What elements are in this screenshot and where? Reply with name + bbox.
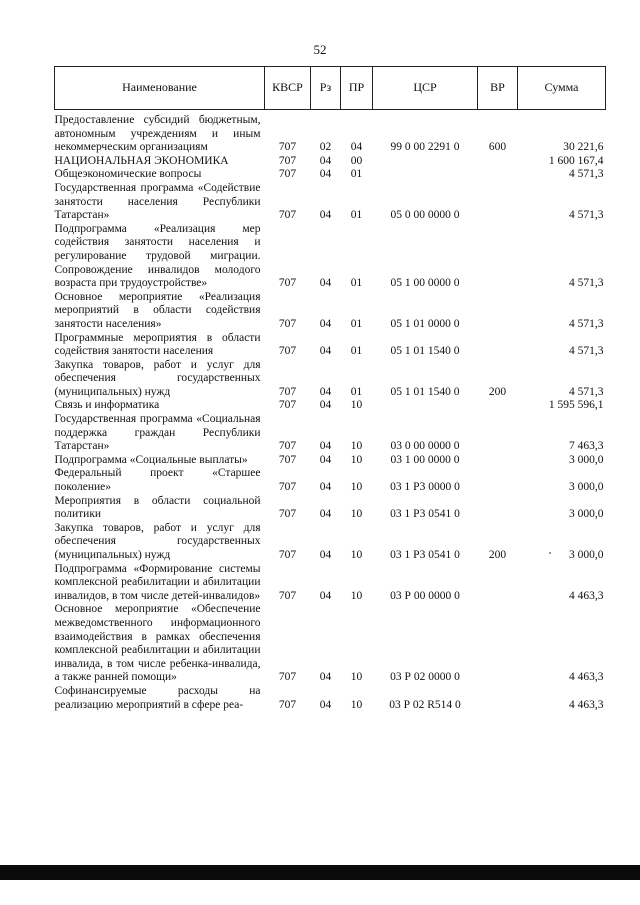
cell-pr: 10 [350, 453, 363, 466]
cell-sum: 3 000,0 [569, 481, 604, 494]
cell-name: Закупка товаров, работ и услуг для обеспечения государственных (муниципальных) нужд [54, 521, 261, 561]
cell-pr: 10 [350, 481, 363, 494]
cell-rz: 04 [319, 209, 332, 222]
table-row [55, 155, 606, 169]
cell-rz: 04 [319, 453, 332, 466]
header-kvsr: КВСР [265, 67, 311, 110]
cell-pr: 10 [350, 698, 363, 711]
cell-kvsr: 707 [278, 317, 297, 330]
cell-csr: 05 1 01 0000 0 [390, 317, 460, 330]
table-row [55, 332, 606, 359]
cell-csr: 05 0 00 0000 0 [390, 209, 460, 222]
cell-csr: 05 1 01 1540 0 [390, 385, 460, 398]
cell-pr: 01 [350, 209, 363, 222]
cell-kvsr: 707 [278, 589, 297, 602]
cell-vr [478, 685, 518, 712]
cell-csr: 03 Р 00 0000 0 [390, 589, 460, 602]
table-row [55, 603, 606, 685]
header-row [55, 67, 606, 110]
cell-sum: 4 571,3 [569, 209, 604, 222]
table-row [55, 495, 606, 522]
cell-pr: 10 [350, 589, 363, 602]
table-row [55, 291, 606, 332]
cell-rz: 04 [319, 440, 332, 453]
cell-kvsr: 707 [278, 209, 297, 222]
cell-pr: 10 [350, 549, 363, 561]
cell-csr: 03 1 P3 0541 0 [390, 549, 460, 561]
cell-rz: 04 [319, 671, 332, 684]
cell-rz: 04 [319, 481, 332, 494]
cell-vr [478, 413, 518, 454]
cell-pr: 10 [350, 671, 363, 684]
cell-kvsr: 707 [278, 481, 297, 494]
cell-rz: 04 [319, 277, 332, 290]
cell-name: Мероприятия в области социальной политики [54, 494, 261, 521]
cell-name: Основное мероприятие «Обеспечение межведомственного информационного взаимодействия в рамках обеспечения комплексной реабилитации и абилитации инвалида, в том числе ребенка-инвалида, а также ранней помощи» [54, 603, 261, 684]
budget-table-container [54, 66, 605, 712]
cell-sum: 4 463,3 [569, 698, 604, 711]
cell-name: Государственная программа «Содействие занятости населения Республики Татарстан» [54, 181, 261, 222]
cell-rz: 04 [319, 589, 332, 602]
cell-vr [478, 168, 518, 182]
cell-kvsr: 707 [278, 399, 297, 412]
scan-edge-bar [0, 865, 640, 880]
cell-csr [373, 399, 478, 413]
cell-kvsr: 707 [278, 154, 297, 167]
cell-csr: 05 1 01 1540 0 [390, 345, 460, 358]
cell-sum: 1 600 167,4 [548, 154, 604, 167]
cell-csr: 99 0 00 2291 0 [390, 141, 460, 154]
header-csr: ЦСР [373, 67, 478, 110]
page-number: 52 [313, 42, 327, 57]
cell-kvsr: 707 [278, 453, 297, 466]
cell-name: НАЦИОНАЛЬНАЯ ЭКОНОМИКА [54, 154, 229, 167]
cell-pr: 01 [350, 345, 363, 358]
cell-pr: 00 [350, 154, 363, 167]
cell-kvsr: 707 [278, 549, 297, 561]
cell-pr: 01 [350, 168, 363, 181]
table-row [55, 413, 606, 454]
cell-csr: 03 1 00 0000 0 [390, 453, 460, 466]
cell-name: Программные мероприятия в области содействия занятости населения [54, 331, 261, 358]
table-row [55, 399, 606, 413]
cell-name: Подпрограмма «Реализация мер содействия занятости населения и регулирование трудовой миграции. Сопровождение инвалидов молодого возраста при трудоустройстве» [54, 222, 261, 290]
cell-vr [478, 399, 518, 413]
cell-rz: 04 [319, 549, 332, 561]
cell-sum: 7 463,3 [569, 440, 604, 453]
cell-pr: 01 [350, 277, 363, 290]
cell-vr [478, 332, 518, 359]
table-row [55, 522, 606, 563]
cell-name: Софинансируемые расходы на реализацию мероприятий в сфере реа- [54, 684, 261, 711]
table-row [55, 359, 606, 400]
cell-kvsr: 707 [278, 698, 297, 711]
cell-rz: 04 [319, 154, 332, 167]
scan-speck [549, 552, 551, 554]
cell-name: Связь и информатика [54, 399, 160, 412]
cell-name: Государственная программа «Социальная поддержка граждан Республики Татарстан» [54, 413, 261, 453]
budget-table [54, 66, 606, 712]
table-header [55, 67, 606, 110]
cell-kvsr: 707 [278, 671, 297, 684]
header-pr: ПР [341, 67, 373, 110]
header-sum: Сумма [518, 67, 606, 110]
cell-sum: 3 000,0 [569, 549, 604, 561]
table-row [55, 182, 606, 223]
cell-pr: 01 [350, 385, 363, 398]
cell-kvsr: 707 [278, 508, 297, 521]
cell-vr [478, 563, 518, 604]
cell-sum: 4 571,3 [569, 277, 604, 290]
cell-sum: 4 463,3 [569, 589, 604, 602]
header-vr: ВР [478, 67, 518, 110]
cell-vr [478, 454, 518, 468]
cell-pr: 10 [350, 399, 363, 412]
cell-rz: 04 [319, 399, 332, 412]
cell-kvsr: 707 [278, 345, 297, 358]
cell-kvsr: 707 [278, 141, 297, 154]
cell-pr: 10 [350, 440, 363, 453]
table-row [55, 110, 606, 155]
cell-csr [373, 155, 478, 169]
cell-sum: 3 000,0 [569, 508, 604, 521]
cell-sum: 1 595 596,1 [548, 399, 604, 412]
cell-rz: 02 [319, 141, 332, 154]
cell-pr: 04 [350, 141, 363, 154]
cell-name: Основное мероприятие «Реализация мероприятий в области содействия занятости населения» [54, 290, 261, 330]
table-body [55, 110, 606, 713]
table-row [55, 168, 606, 182]
cell-csr: 03 1 P3 0541 0 [390, 508, 460, 521]
cell-csr: 03 Р 02 R514 0 [389, 698, 461, 711]
cell-sum: 4 571,3 [569, 317, 604, 330]
cell-name: Общеэкономические вопросы [54, 168, 202, 181]
cell-vr: 600 [488, 141, 507, 154]
cell-sum: 4 463,3 [569, 671, 604, 684]
cell-vr [478, 291, 518, 332]
cell-sum: 4 571,3 [569, 385, 604, 398]
cell-vr [478, 603, 518, 685]
header-rz: Рз [311, 67, 341, 110]
cell-sum: 4 571,3 [569, 168, 604, 181]
cell-pr: 10 [350, 508, 363, 521]
cell-rz: 04 [319, 345, 332, 358]
cell-sum: 3 000,0 [569, 453, 604, 466]
cell-name: Закупка товаров, работ и услуг для обеспечения государственных (муниципальных) нужд [54, 358, 261, 398]
cell-rz: 04 [319, 385, 332, 398]
cell-rz: 04 [319, 508, 332, 521]
cell-name: Федеральный проект «Старшее поколение» [54, 467, 261, 494]
cell-kvsr: 707 [278, 168, 297, 181]
cell-vr [478, 155, 518, 169]
cell-name: Подпрограмма «Формирование системы комплексной реабилитации и абилитации инвалидов, в том числе детей-инвалидов» [54, 562, 261, 602]
cell-name: Предоставление субсидий бюджетным, автономным учреждениям и иным некоммерческим организациям [54, 114, 261, 154]
cell-vr: 200 [488, 385, 507, 398]
cell-vr [478, 495, 518, 522]
cell-vr [478, 182, 518, 223]
cell-kvsr: 707 [278, 385, 297, 398]
cell-kvsr: 707 [278, 440, 297, 453]
header-name: Наименование [55, 67, 265, 110]
cell-vr [478, 223, 518, 291]
cell-rz: 04 [319, 698, 332, 711]
cell-csr: 05 1 00 0000 0 [390, 277, 460, 290]
table-row [55, 685, 606, 712]
cell-sum: 30 221,6 [563, 141, 604, 154]
cell-pr: 01 [350, 317, 363, 330]
cell-vr: 200 [488, 549, 507, 561]
table-row [55, 223, 606, 291]
cell-csr: 03 0 00 0000 0 [390, 440, 460, 453]
table-row [55, 454, 606, 468]
table-row [55, 467, 606, 494]
cell-name: Подпрограмма «Социальные выплаты» [54, 453, 248, 466]
cell-sum: 4 571,3 [569, 345, 604, 358]
cell-csr: 03 Р 02 0000 0 [390, 671, 460, 684]
cell-kvsr: 707 [278, 277, 297, 290]
cell-csr: 03 1 P3 0000 0 [390, 481, 460, 494]
cell-rz: 04 [319, 317, 332, 330]
cell-vr [478, 467, 518, 494]
table-row [55, 563, 606, 604]
cell-rz: 04 [319, 168, 332, 181]
cell-csr [373, 168, 478, 182]
